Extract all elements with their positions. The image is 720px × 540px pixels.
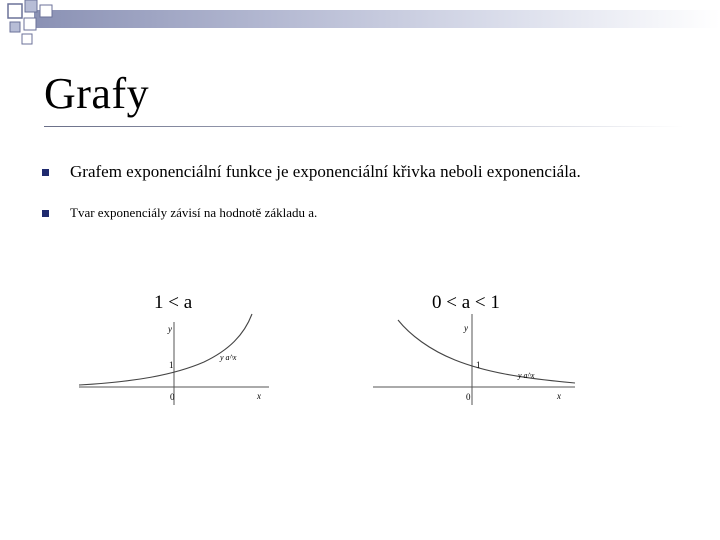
exponential-curve: [79, 314, 252, 385]
curve-label: y a^x: [220, 353, 237, 362]
bullet-text: Tvar exponenciály závisí na hodnotě základu a.: [70, 205, 318, 220]
bullet-item-2: [42, 205, 662, 221]
origin-label: 0: [170, 392, 175, 402]
bullet-text: Grafem exponenciální funkce je exponenciální křivka neboli exponenciála.: [70, 162, 581, 181]
slide-title: Grafy: [44, 69, 150, 118]
bullet-square-icon: [42, 210, 49, 217]
graph-condition: 1 < a: [154, 292, 193, 313]
graph-growth: [74, 290, 284, 410]
curve-label: y a^x: [518, 371, 535, 380]
x-axis-label: x: [257, 391, 261, 401]
graph-decay: [370, 290, 585, 410]
bullet-item-1: [42, 162, 662, 182]
graph-growth-plot: [74, 290, 284, 410]
graph-condition: 0 < a < 1: [432, 292, 500, 313]
header-decoration: [0, 0, 720, 60]
x-axis-label: x: [557, 391, 561, 401]
y-axis-label: y: [464, 323, 468, 333]
exponential-curve: [398, 320, 575, 383]
graph-decay-plot: [370, 290, 585, 410]
title-divider: [44, 126, 684, 127]
bullet-square-icon: [42, 169, 49, 176]
origin-label: 0: [466, 392, 471, 402]
one-label: 1: [169, 360, 174, 370]
one-label: 1: [476, 360, 481, 370]
y-axis-label: y: [168, 324, 172, 334]
